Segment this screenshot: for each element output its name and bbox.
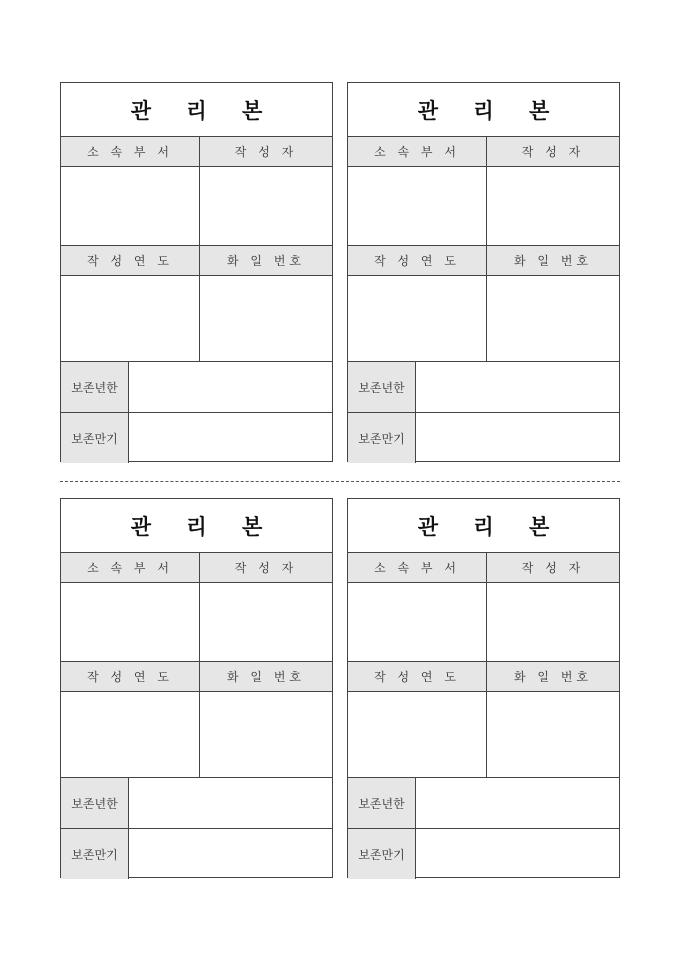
- dept-value-cell[interactable]: [61, 583, 200, 661]
- retention-period-row: [348, 361, 619, 412]
- retention-expiry-value[interactable]: [416, 829, 619, 879]
- cut-line-divider: [60, 481, 620, 482]
- label-card: [60, 82, 333, 462]
- retention-period-value[interactable]: [129, 362, 332, 412]
- year-value-cell[interactable]: [61, 692, 200, 777]
- dept-value-cell[interactable]: [61, 167, 200, 245]
- year-header: 작 성 연 도: [61, 661, 200, 692]
- year-header: 작 성 연 도: [348, 661, 487, 692]
- retention-period-row: [61, 777, 332, 828]
- dept-header: 소 속 부 서: [348, 136, 487, 167]
- file-number-header: 화 일 번호: [487, 661, 619, 692]
- card-title: 관 리 본: [130, 513, 277, 539]
- retention-period-label: 보존년한: [348, 778, 416, 828]
- author-header: 작 성 자: [487, 136, 619, 167]
- year-value-cell[interactable]: [348, 276, 487, 361]
- label-card: [347, 498, 620, 878]
- retention-expiry-value[interactable]: [416, 413, 619, 463]
- year-value-cell[interactable]: [348, 692, 487, 777]
- card-title: 관 리 본: [417, 513, 564, 539]
- retention-expiry-row: [61, 828, 332, 879]
- file-number-value-cell[interactable]: [487, 692, 619, 777]
- label-card: [347, 82, 620, 462]
- author-header: 작 성 자: [200, 552, 332, 583]
- retention-expiry-label: 보존만기: [348, 829, 416, 879]
- year-header: 작 성 연 도: [348, 245, 487, 276]
- retention-expiry-label: 보존만기: [61, 413, 129, 463]
- retention-period-value[interactable]: [416, 362, 619, 412]
- dept-value-cell[interactable]: [348, 167, 487, 245]
- dept-header: 소 속 부 서: [61, 136, 200, 167]
- retention-period-label: 보존년한: [348, 362, 416, 412]
- file-number-value-cell[interactable]: [487, 276, 619, 361]
- author-value-cell[interactable]: [200, 167, 332, 245]
- dept-header: 소 속 부 서: [61, 552, 200, 583]
- retention-expiry-label: 보존만기: [348, 413, 416, 463]
- retention-period-label: 보존년한: [61, 778, 129, 828]
- retention-period-label: 보존년한: [61, 362, 129, 412]
- retention-expiry-row: [348, 412, 619, 463]
- card-title: 관 리 본: [417, 97, 564, 123]
- label-card: [60, 498, 333, 878]
- author-header: 작 성 자: [487, 552, 619, 583]
- author-value-cell[interactable]: [487, 167, 619, 245]
- year-header: 작 성 연 도: [61, 245, 200, 276]
- file-number-header: 화 일 번호: [200, 661, 332, 692]
- dept-value-cell[interactable]: [348, 583, 487, 661]
- retention-expiry-value[interactable]: [129, 413, 332, 463]
- retention-expiry-label: 보존만기: [61, 829, 129, 879]
- author-value-cell[interactable]: [487, 583, 619, 661]
- year-value-cell[interactable]: [61, 276, 200, 361]
- file-number-header: 화 일 번호: [200, 245, 332, 276]
- dept-header: 소 속 부 서: [348, 552, 487, 583]
- retention-expiry-row: [348, 828, 619, 879]
- retention-period-row: [61, 361, 332, 412]
- author-value-cell[interactable]: [200, 583, 332, 661]
- retention-period-value[interactable]: [129, 778, 332, 828]
- file-number-value-cell[interactable]: [200, 276, 332, 361]
- retention-period-value[interactable]: [416, 778, 619, 828]
- retention-expiry-value[interactable]: [129, 829, 332, 879]
- author-header: 작 성 자: [200, 136, 332, 167]
- file-number-value-cell[interactable]: [200, 692, 332, 777]
- card-title: 관 리 본: [130, 97, 277, 123]
- file-number-header: 화 일 번호: [487, 245, 619, 276]
- retention-period-row: [348, 777, 619, 828]
- retention-expiry-row: [61, 412, 332, 463]
